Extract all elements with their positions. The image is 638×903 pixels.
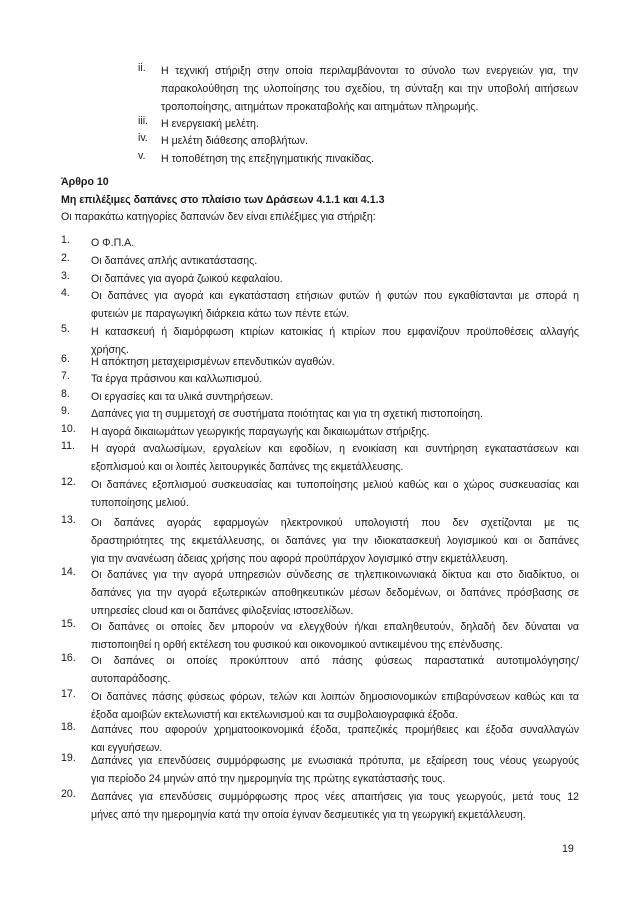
items.13-line: δαπάνες για την αγορά εξωτερικών αποθηκευτικών μέσων δεδομένων, οι δαπάνες πρόσβασης σε: [91, 587, 579, 599]
roman-item-text: [161, 115, 578, 133]
list-item-text: [91, 388, 579, 406]
items.11-line: τυποποίησης μελιού.: [91, 497, 189, 509]
items.6-line: Τα έργα πράσινου και καλλωπισμού.: [91, 373, 263, 385]
items.10-line: εξοπλισμού και οι λοιπές λειτουργικές δαπάνες της εκμετάλλευσης.: [91, 461, 404, 473]
list-item-number: 16.: [61, 652, 76, 664]
article-number: Άρθρο 10: [61, 176, 109, 188]
roman-numeral: ii.: [138, 62, 146, 74]
items.3-line: φυτειών με παραγωγική διάρκεια κάτω των πέντε ετών.: [91, 308, 350, 320]
list-item-text: [91, 618, 579, 654]
roman_items.2-line: Η μελέτη διάθεσης αποβλήτων.: [161, 135, 308, 147]
items.8-line: Δαπάνες για τη συμμετοχή σε συστήματα ποιότητας και για τη σχετική πιστοποίηση.: [91, 408, 483, 420]
list-item-number: 9.: [61, 405, 70, 417]
items.18-line: για περίοδο 24 μηνών από την ημερομηνία της πρώτης εγκατάστασής τους.: [91, 773, 446, 785]
items.4-line: Η κατασκευή ή διαμόρφωση κτιρίων κατοικίας ή κτιρίων που εμφανίζουν προϋποθέσεις αλλαγής: [91, 326, 579, 338]
roman-item-text: [161, 132, 578, 150]
items.1-line: Οι δαπάνες απλής αντικατάστασης.: [91, 255, 258, 267]
list-item-text: [91, 476, 579, 512]
items.12-line: Οι δαπάνες αγοράς εφαρμογών ηλεκτρονικού υπολογιστή που δεν σχετίζονται με τις: [91, 517, 579, 529]
items.15-line: αυτοπαράδοσης.: [91, 673, 171, 685]
items.10-line: Η αγορά αναλωσίμων, εργαλείων και εφοδίων, η ενοικίαση και συντήρηση εγκαταστάσεων και: [91, 443, 579, 455]
items.12-line: δραστηριότητες της εκμετάλλευσης, οι δαπάνες για την ιδιοκατασκευή λογισμικού και οι δαπάνες: [91, 535, 579, 547]
items.5-line: Η απόκτηση μεταχειρισμένων επενδυτικών αγαθών.: [91, 356, 335, 368]
list-item-text: [91, 370, 579, 388]
list-item-text: [91, 514, 579, 568]
items.19-line: Δαπάνες για επενδύσεις συμμόρφωσης προς νέες απαιτήσεις για τους γεωργούς, μετά τους 12: [91, 791, 579, 803]
items.17-line: Δαπάνες που αφορούν χρηματοοικονομικά έξοδα, τραπεζικές προμήθειες και έξοδα συναλλαγών: [91, 724, 579, 736]
items.11-line: Οι δαπάνες εξοπλισμού συσκευασίας και τυποποίησης μελιού καθώς και ο χώρος συσκευασίας και: [91, 479, 579, 491]
list-item-text: [91, 287, 579, 323]
list-item-number: 5.: [61, 323, 70, 335]
items.18-line: Δαπάνες για επενδύσεις συμμόρφωσης με ενωσιακά πρότυπα, με εξαίρεση τους νέους γεωργούς: [91, 755, 579, 767]
items.4-line: χρήσης.: [91, 344, 129, 356]
list-item-text: [91, 252, 579, 270]
list-item-number: 1.: [61, 234, 70, 246]
items.3-line: Οι δαπάνες για αγορά και εγκατάσταση ετήσιων φυτών ή φυτών που εγκαθίστανται με σπορά η: [91, 290, 579, 302]
roman_items.0-line: τροποποίησης, αιτημάτων προκαταβολής και αιτημάτων πληρωμής.: [161, 101, 479, 113]
roman_items.0-line: παρακολούθηση της υλοποίησης του σχεδίου, τη σύνταξη και την υποβολή αιτήσεων: [161, 83, 578, 95]
items.2-line: Οι δαπάνες για αγορά ζωικού κεφαλαίου.: [91, 273, 283, 285]
list-item-number: 15.: [61, 618, 76, 630]
items.13-line: Οι δαπάνες για την αγορά υπηρεσιών σύνδεσης σε τηλεπικοινωνιακά δίκτυα και στο διαδίκτυο, οι: [91, 569, 579, 581]
list-item-number: 3.: [61, 270, 70, 282]
list-item-number: 17.: [61, 688, 76, 700]
list-item-text: [91, 270, 579, 288]
list-item-number: 12.: [61, 476, 76, 488]
list-item-number: 18.: [61, 721, 76, 733]
roman-item-text: [161, 150, 578, 168]
items.9-line: Η αγορά δικαιωμάτων γεωργικής παραγωγής και δικαιωμάτων στήριξης.: [91, 426, 430, 438]
list-item-text: [91, 566, 579, 620]
list-item-number: 4.: [61, 287, 70, 299]
list-item-number: 8.: [61, 388, 70, 400]
list-item-number: 2.: [61, 252, 70, 264]
list-item-text: [91, 234, 579, 252]
list-item-number: 6.: [61, 353, 70, 365]
list-item-text: [91, 353, 579, 371]
list-item-number: 19.: [61, 752, 76, 764]
list-item-number: 7.: [61, 370, 70, 382]
list-item-text: [91, 440, 579, 476]
roman_items.0-line: Η τεχνική στήριξη στην οποία περιλαμβάνονται το σύνολο των ενεργειών για, την: [161, 65, 578, 77]
items.14-line: Οι δαπάνες οι οποίες δεν μπορούν να ελεγχθούν ή/και επαληθευτούν, δηλαδή δεν δύναται να: [91, 621, 579, 633]
list-item-text: [91, 405, 579, 423]
list-item-number: 14.: [61, 566, 76, 578]
page-number: 19: [562, 843, 574, 855]
items.14-line: πιστοποιηθεί η ορθή εκτέλεση του φυσικού και οικονομικού αντικειμένου της επένδυσης.: [91, 639, 503, 651]
list-item-text: [91, 752, 579, 788]
items.16-line: Οι δαπάνες πάσης φύσεως φόρων, τελών και λοιπών δημοσιονομικών επιβαρύνσεων καθώς και τα: [91, 691, 579, 703]
roman_items.3-line: Η τοποθέτηση της επεξηγηματικής πινακίδας.: [161, 153, 374, 165]
list-item-number: 20.: [61, 788, 76, 800]
items.7-line: Οι εργασίες και τα υλικά συντηρήσεων.: [91, 391, 274, 403]
list-item-number: 13.: [61, 514, 76, 526]
article-intro: Οι παρακάτω κατηγορίες δαπανών δεν είναι επιλέξιμες για στήριξη:: [61, 211, 376, 223]
items.19-line: μήνες από την ημερομηνία κατά την οποία έγιναν δεσμευτικές για τη γεωργική εκμετάλλευση.: [91, 809, 526, 821]
items.0-line: Ο Φ.Π.Α.: [91, 237, 135, 249]
roman-item-text: [161, 62, 578, 116]
roman-numeral: iii.: [138, 115, 149, 127]
list-item-text: [91, 788, 579, 824]
items.16-line: έξοδα αμοιβών εκτελωνιστή και εκτελωνισμού και τα συμβολαιογραφικά έξοδα.: [91, 709, 458, 721]
items.15-line: Οι δαπάνες οι οποίες προκύπτουν από πάσης φύσεως παραστατικά αυτοτιμολόγησης/: [91, 655, 579, 667]
items.13-line: υπηρεσίες cloud και οι δαπάνες φιλοξενίας ιστοσελίδων.: [91, 605, 354, 617]
items.17-line: και εγγυήσεων.: [91, 742, 163, 754]
roman-numeral: v.: [138, 150, 146, 162]
list-item-number: 10.: [61, 423, 76, 435]
list-item-text: [91, 423, 579, 441]
items.12-line: για την ανανέωση άδειας χρήσης που αφορά προϋπάρχον λογισμικό στην εκμετάλλευση.: [91, 553, 508, 565]
roman_items.1-line: Η ενεργειακή μελέτη.: [161, 118, 259, 130]
list-item-text: [91, 652, 579, 688]
roman-numeral: iv.: [138, 132, 148, 144]
article-title: Μη επιλέξιμες δαπάνες στο πλαίσιο των Δράσεων 4.1.1 και 4.1.3: [61, 194, 385, 206]
list-item-text: [91, 688, 579, 724]
list-item-number: 11.: [61, 440, 75, 452]
